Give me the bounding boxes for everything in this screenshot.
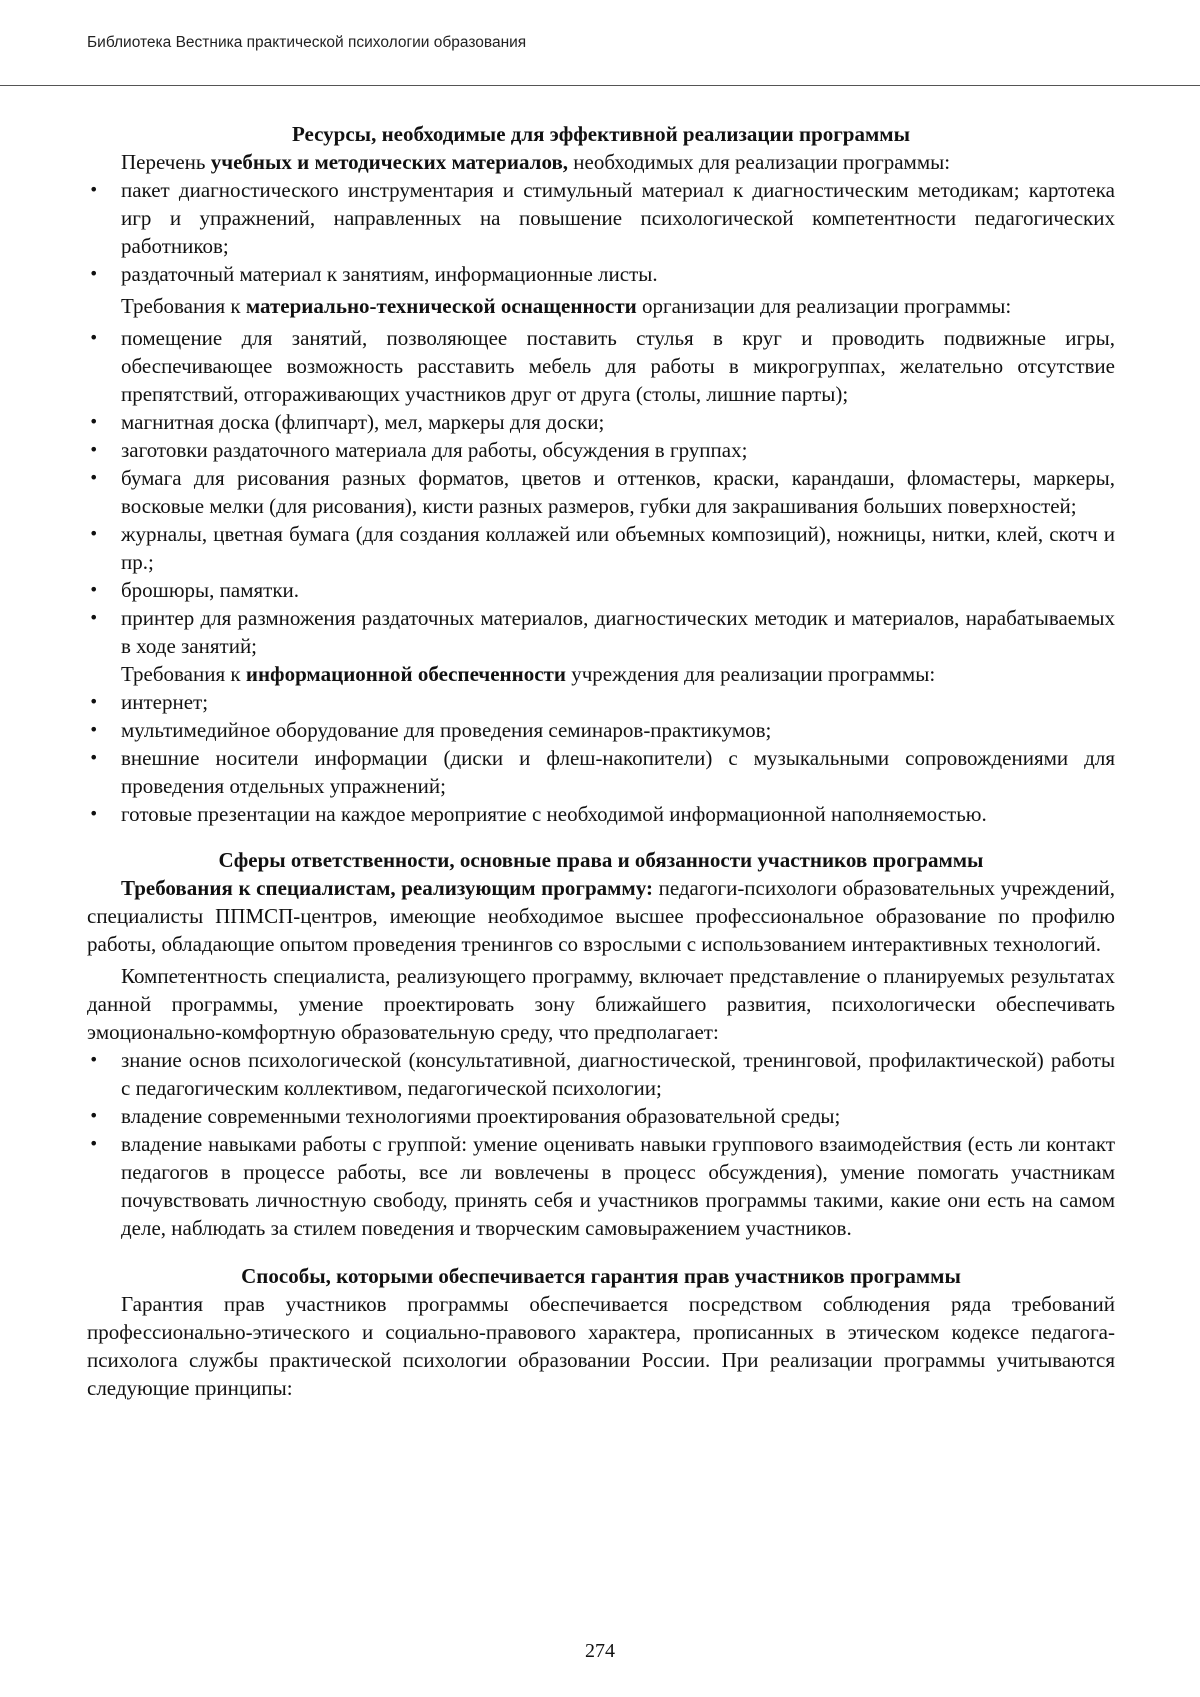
- paragraph-text: Требования к: [121, 294, 246, 318]
- bold-term: информационной обеспеченности: [245, 662, 566, 686]
- section-heading-guarantees: Способы, которыми обеспечивается гарантия прав участников программы: [241, 1264, 961, 1288]
- bullet-icon: •: [89, 692, 99, 711]
- list-item-text: внешние носители информации (диски и флеш-накопители) с музыкальными сопровождениями для проведения отдельных упражнений;: [121, 746, 1115, 798]
- bullet-list-technical: [87, 324, 1115, 660]
- list-item: [87, 744, 1115, 800]
- paragraph-text: Перечень: [121, 150, 211, 174]
- list-item-text: готовые презентации на каждое мероприятие с необходимой информационной наполняемостью.: [121, 802, 987, 826]
- bullet-icon: •: [89, 412, 99, 431]
- paragraph-competence: Компетентность специалиста, реализующего программу, включает представление о планируемых результатах данной программы, умение проектировать зону ближайшего развития, психологически обеспечивать эмоционально-комфортную образовательную среду, что предполагает:: [87, 964, 1115, 1044]
- list-item-text: раздаточный материал к занятиям, информационные листы.: [121, 262, 658, 286]
- list-item: [87, 576, 1115, 604]
- paragraph-materials: [87, 148, 1115, 176]
- bullet-icon: •: [89, 264, 99, 283]
- list-item-text: магнитная доска (флипчарт), мел, маркеры для доски;: [121, 410, 605, 434]
- section-heading-responsibilities: Сферы ответственности, основные права и обязанности участников программы: [218, 848, 984, 872]
- list-item: [87, 520, 1115, 576]
- paragraph-technical: [87, 292, 1115, 320]
- list-item: [87, 716, 1115, 744]
- bullet-list-materials: [87, 176, 1115, 288]
- list-item: [87, 688, 1115, 716]
- bullet-icon: •: [89, 440, 99, 459]
- list-item: [87, 1102, 1115, 1130]
- list-item-text: журналы, цветная бумага (для создания коллажей или объемных композиций), ножницы, нитки, клей, скотч и пр.;: [121, 522, 1115, 574]
- bullet-icon: •: [89, 468, 99, 487]
- list-item-text: владение навыками работы с группой: умение оценивать навыки группового взаимодействия (есть ли контакт педагогов в процессе работы, все ли вовлечены в процесс обсуждения), умение помогать участникам почувствовать личностную свободу, принять себя и участников программы такими, какие они есть на самом деле, наблюдать за стилем поведения и творческим самовыражением участников.: [121, 1132, 1115, 1240]
- list-item: [87, 604, 1115, 660]
- bullet-icon: •: [89, 1106, 99, 1125]
- bullet-icon: •: [89, 720, 99, 739]
- list-item-text: знание основ психологической (консультативной, диагностической, тренинговой, профилактической) работы с педагогическим коллективом, педагогической психологии;: [121, 1048, 1115, 1100]
- list-item: [87, 408, 1115, 436]
- page-content: [87, 120, 1115, 1402]
- paragraph-information: [87, 660, 1115, 688]
- paragraph-specialists: [87, 874, 1115, 958]
- bullet-list-information: [87, 688, 1115, 828]
- list-item: [87, 176, 1115, 260]
- list-item-text: бумага для рисования разных форматов, цветов и оттенков, краски, карандаши, фломастеры, маркеры, восковые мелки (для рисования), кисти разных размеров, губки для закрашивания больших поверхностей;: [121, 466, 1115, 518]
- list-item: [87, 464, 1115, 520]
- page-number: 274: [585, 1640, 615, 1662]
- list-item-text: владение современными технологиями проектирования образовательной среды;: [121, 1104, 841, 1128]
- list-item: [87, 1046, 1115, 1102]
- bullet-icon: •: [89, 748, 99, 767]
- list-item-text: брошюры, памятки.: [121, 578, 300, 602]
- bullet-icon: •: [89, 328, 99, 347]
- list-item-text: пакет диагностического инструментария и стимульный материал к диагностическим методикам; картотека игр и упражнений, направленных на повышение психологической компетентности педагогических работников;: [121, 178, 1115, 258]
- paragraph-text: учреждения для реализации программы:: [565, 662, 936, 686]
- bold-term: учебных и методических материалов,: [210, 150, 569, 174]
- list-item-text: мультимедийное оборудование для проведения семинаров-практикумов;: [121, 718, 772, 742]
- bullet-icon: •: [89, 1134, 99, 1153]
- section-heading-resources: Ресурсы, необходимые для эффективной реализации программы: [292, 122, 910, 146]
- bold-term: материально-технической оснащенности: [245, 294, 637, 318]
- running-header: Библиотека Вестника практической психологии образования: [87, 34, 527, 51]
- bold-term: Требования к специалистам, реализующим программу:: [121, 876, 653, 900]
- list-item: [87, 800, 1115, 828]
- paragraph-guarantees: Гарантия прав участников программы обеспечивается посредством соблюдения ряда требований профессионально-этического и социально-правового характера, прописанных в этическом кодексе педагога-психолога службы практической психологии образовании России. При реализации программы учитываются следующие принципы:: [87, 1292, 1115, 1400]
- bullet-icon: •: [89, 608, 99, 627]
- header-divider: [0, 85, 1200, 86]
- bullet-icon: •: [89, 580, 99, 599]
- bullet-icon: •: [89, 524, 99, 543]
- list-item: [87, 1130, 1115, 1242]
- list-item-text: интернет;: [121, 690, 209, 714]
- list-item-text: заготовки раздаточного материала для работы, обсуждения в группах;: [121, 438, 748, 462]
- list-item-text: помещение для занятий, позволяющее поставить стулья в круг и проводить подвижные игры, обеспечивающее возможность расставить мебель для работы в микрогруппах, желательно отсутствие препятствий, отгораживающих участников друг от друга (столы, лишние парты);: [121, 326, 1115, 406]
- bullet-icon: •: [89, 180, 99, 199]
- paragraph-text: педагоги-психологи образовательных учреждений, специалисты ППМСП-центров, имеющие необходимое высшее профессиональное образование по профилю работы, обладающие опытом проведения тренингов со взрослыми с использованием интерактивных технологий.: [87, 876, 1115, 956]
- list-item: [87, 324, 1115, 408]
- paragraph-text: организации для реализации программы:: [636, 294, 1012, 318]
- list-item: [87, 436, 1115, 464]
- bullet-list-competence: [87, 1046, 1115, 1242]
- bullet-icon: •: [89, 1050, 99, 1069]
- list-item-text: принтер для размножения раздаточных материалов, диагностических методик и материалов, нарабатываемых в ходе занятий;: [121, 606, 1115, 658]
- paragraph-text: Требования к: [121, 662, 246, 686]
- paragraph-text: необходимых для реализации программы:: [568, 150, 951, 174]
- bullet-icon: •: [89, 804, 99, 823]
- list-item: [87, 260, 1115, 288]
